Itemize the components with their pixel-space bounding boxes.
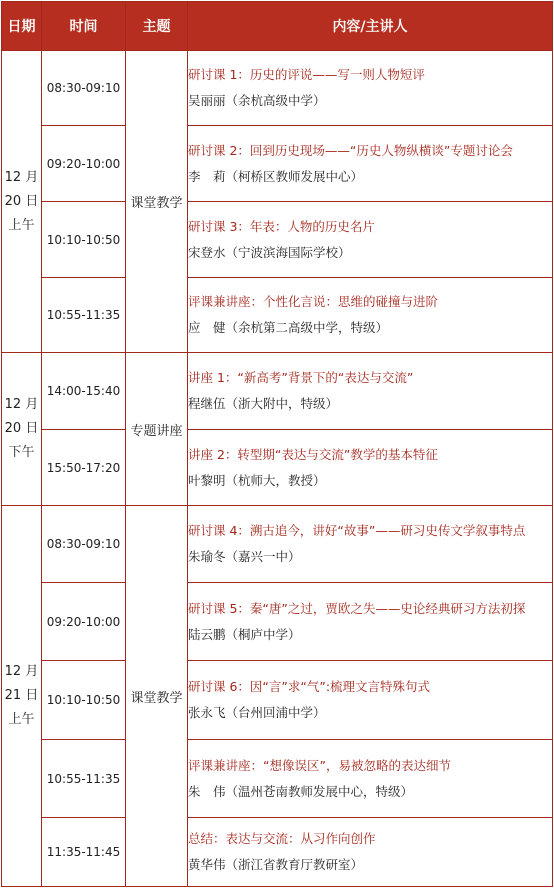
- session-speaker: 陆云鹏（桐庐中学）: [188, 626, 301, 642]
- session-speaker: 吴丽丽（余杭高级中学）: [188, 93, 326, 108]
- table-row: [2, 583, 553, 661]
- session-speaker: 叶黎明（杭师大，教授）: [188, 472, 326, 488]
- table-row: [2, 430, 553, 506]
- date-day: 20 日: [4, 193, 39, 209]
- date-cell: [2, 353, 42, 506]
- topic-cell: 专题讲座: [126, 353, 188, 506]
- time-cell: 09:20-10:00: [42, 126, 126, 202]
- table-row: [2, 51, 553, 126]
- session-speaker: 宋登水（宁波滨海国际学校）: [188, 244, 351, 260]
- content-cell: [188, 430, 553, 506]
- session-speaker: 李 莉（柯桥区教师发展中心）: [188, 168, 364, 184]
- table-row: [2, 818, 553, 887]
- content-cell: [188, 661, 553, 740]
- date-month: 12 月: [4, 664, 39, 679]
- time-cell: 10:10-10:50: [42, 661, 126, 740]
- time-cell: 08:30-09:10: [42, 506, 126, 583]
- content-cell: [188, 202, 553, 278]
- session-speaker: 朱瑜冬（嘉兴一中）: [188, 549, 301, 564]
- session-title: 研讨课 1：历史的评说——写一则人物短评: [188, 67, 425, 82]
- date-day: 20 日: [4, 421, 39, 436]
- session-speaker: 程继伍（浙大附中，特级）: [188, 396, 339, 411]
- schedule-table: [1, 1, 553, 887]
- session-title: 评课兼讲座：个性化言说：思维的碰撞与进阶: [188, 294, 439, 309]
- session-speaker: 应 健（余杭第二高级中学，特级）: [188, 320, 389, 335]
- header-time: 时间: [42, 2, 126, 51]
- topic-cell: 课堂教学: [126, 51, 188, 353]
- header-date: 日期: [2, 2, 42, 51]
- content-cell: [188, 506, 553, 583]
- table-row: [2, 202, 553, 278]
- table-row: [2, 278, 553, 353]
- date-cell: [2, 51, 42, 353]
- session-speaker: 朱 伟（温州苍南教师发展中心，特级）: [188, 783, 414, 799]
- time-cell: 10:55-11:35: [42, 740, 126, 818]
- time-cell: 15:50-17:20: [42, 430, 126, 506]
- date-period: 下午: [8, 445, 35, 460]
- date-month: 12 月: [4, 397, 39, 412]
- time-cell: 11:35-11:45: [42, 818, 126, 887]
- date-period: 上午: [8, 712, 35, 727]
- content-cell: [188, 353, 553, 430]
- date-day: 21 日: [4, 688, 39, 703]
- time-cell: 10:10-10:50: [42, 202, 126, 278]
- table-row: [2, 661, 553, 740]
- session-title: 总结：表达与交流：从习作向创作: [188, 831, 376, 846]
- date-month: 12 月: [4, 169, 39, 185]
- content-cell: [188, 740, 553, 818]
- time-cell: 10:55-11:35: [42, 278, 126, 353]
- date-cell: [2, 506, 42, 887]
- session-title: 研讨课 6：因“言”求“气”:梳理文言特殊句式: [188, 679, 431, 694]
- table-row: [2, 353, 553, 430]
- session-speaker: 张永飞（台州回浦中学）: [188, 705, 326, 720]
- time-cell: 09:20-10:00: [42, 583, 126, 661]
- content-cell: [188, 126, 553, 202]
- table-row: [2, 506, 553, 583]
- date-period: 上午: [8, 217, 35, 233]
- session-speaker: 黄华伟（浙江省教育厅教研室）: [188, 857, 364, 872]
- table-header: [2, 2, 553, 51]
- topic-cell: 课堂教学: [126, 506, 188, 887]
- header-topic: 主题: [126, 2, 188, 51]
- session-title: 评课兼讲座：“想像误区”，易被忽略的表达细节: [188, 757, 451, 773]
- session-title: 研讨课 5：秦“唐”之过，贾欧之失——史论经典研习方法初探: [188, 600, 526, 616]
- session-title: 研讨课 3：年表：人物的历史名片: [188, 218, 375, 234]
- session-title: 研讨课 4：溯古追今，讲好“故事”——研习史传文学叙事特点: [188, 523, 526, 538]
- time-cell: 14:00-15:40: [42, 353, 126, 430]
- content-cell: [188, 583, 553, 661]
- table-row: [2, 740, 553, 818]
- content-cell: [188, 51, 553, 126]
- table-row: [2, 126, 553, 202]
- time-cell: 08:30-09:10: [42, 51, 126, 126]
- session-title: 讲座 2：转型期“表达与交流”教学的基本特征: [188, 446, 438, 462]
- content-cell: [188, 278, 553, 353]
- header-content: 内容/主讲人: [188, 2, 553, 51]
- content-cell: [188, 818, 553, 887]
- session-title: 研讨课 2：回到历史现场——“历史人物纵横谈”专题讨论会: [188, 142, 513, 158]
- session-title: 讲座 1：“新高考”背景下的“表达与交流”: [188, 370, 414, 385]
